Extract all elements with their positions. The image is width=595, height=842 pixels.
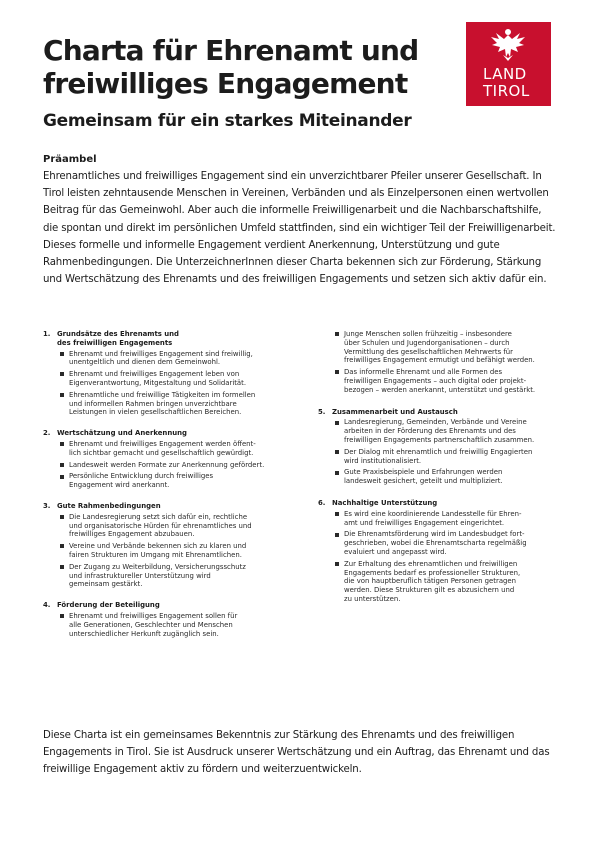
list-item: Der Dialog mit ehrenamtlich und freiwillig Engagierten wird institutionalisiert. — [335, 448, 550, 466]
page-subtitle: Gemeinsam für ein starkes Miteinander — [43, 111, 412, 131]
section-number: 3. — [43, 501, 51, 510]
list-item: Die Ehrenamtsförderung wird im Landesbudget fort- geschrieben, wobei die Ehrenamtscharta regelmäßig evaluiert und angepasst wird. — [335, 530, 550, 556]
preamble-text: Ehrenamtliches und freiwilliges Engagement sind ein unverzichtbarer Pfeiler unserer Gesellschaft. In Tirol leisten zehntausende Menschen in Vereinen, Verbänden und als Einzelpersonen einen wertvollen Beitrag für das Gemeinwohl. Aber auch die informelle Freiwilligenarbeit und die Nachbarschaftshilfe, die spontan und direkt im persönlichen Umfeld stattfinden, sind ein wichtiger Teil der Freiwilligenarbeit. Dieses formelle und informelle Engagement verdient Anerkennung, Unterstützung und gute Rahmenbedingungen. Die UnterzeichnerInnen dieser Charta bekennen sich zur Förderung, Stärkung und Wertschätzung des Ehrenamts und des freiwilligen Engagements und setzen sich aktiv dafür ein. — [43, 171, 556, 286]
section-4-continued — [318, 330, 550, 395]
list-item: Landesregierung, Gemeinden, Verbände und Vereine arbeiten in der Förderung des Ehrenamts und des freiwilligen Engagements partnerschaftlich zusammen. — [335, 418, 550, 444]
left-column — [43, 330, 275, 650]
square-bullet-icon — [60, 463, 64, 467]
right-column — [318, 330, 550, 617]
logo-text — [483, 66, 530, 100]
list-item: Ehrenamtliche und freiwillige Tätigkeiten im formellen und informellen Rahmen bringen unverzichtbare Leistungen in vielen gesellschaftlichen Bereichen. — [60, 391, 275, 417]
list-item: Das informelle Ehrenamt und alle Formen des freiwilligen Engagements – auch digital oder projekt- bezogen – werden anerkannt, unterstützt und gestärkt. — [335, 368, 550, 394]
section-title: Zusammenarbeit und Austausch — [332, 407, 458, 416]
section-5 — [318, 408, 550, 486]
section-number: 5. — [318, 407, 326, 416]
section-2 — [43, 429, 275, 490]
section-1 — [43, 330, 275, 417]
list-item: Zur Erhaltung des ehrenamtlichen und freiwilligen Engagements bedarf es professioneller Strukturen, die von hauptberuflich tätigen Personen getragen werden. Diese Strukturen gilt es abzusichern und zu unterstützen. — [335, 560, 550, 604]
square-bullet-icon — [335, 450, 339, 454]
section-title: Gute Rahmenbedingungen — [57, 501, 161, 510]
square-bullet-icon — [335, 512, 339, 516]
square-bullet-icon — [60, 393, 64, 397]
square-bullet-icon — [60, 565, 64, 569]
square-bullet-icon — [335, 421, 339, 425]
preamble-heading: Präambel — [43, 154, 97, 165]
section-title: Nachhaltige Unterstützung — [332, 498, 438, 507]
square-bullet-icon — [60, 475, 64, 479]
list-item: Der Zugang zu Weiterbildung, Versicherungsschutz und infrastruktureller Unterstützung wird gemeinsam gestärkt. — [60, 563, 275, 589]
list-item: Es wird eine koordinierende Landesstelle für Ehren- amt und freiwilliges Engagement eingerichtet. — [335, 510, 550, 528]
logo-line-tirol: TIROL — [483, 82, 530, 100]
square-bullet-icon — [335, 562, 339, 566]
square-bullet-icon — [60, 515, 64, 519]
list-item: Landesweit werden Formate zur Anerkennung gefördert. — [60, 461, 275, 470]
page-title: Charta für Ehrenamt und freiwilliges Engagement — [43, 34, 419, 100]
square-bullet-icon — [60, 352, 64, 356]
section-6 — [318, 499, 550, 604]
square-bullet-icon — [335, 533, 339, 537]
section-title: Grundsätze des Ehrenamts und des freiwilligen Engagements — [57, 330, 179, 347]
list-item: Die Landesregierung setzt sich dafür ein, rechtliche und organisatorische Hürden für ehrenamtliches und freiwilliges Engagement abzubauen. — [60, 513, 275, 539]
section-number: 2. — [43, 429, 51, 438]
list-item: Ehrenamt und freiwilliges Engagement sollen für alle Generationen, Geschlechter und Menschen unterschiedlicher Herkunft zugänglich sein. — [60, 612, 275, 638]
square-bullet-icon — [335, 471, 339, 475]
square-bullet-icon — [60, 614, 64, 618]
section-title: Wertschätzung und Anerkennung — [57, 429, 187, 438]
square-bullet-icon — [335, 370, 339, 374]
square-bullet-icon — [60, 544, 64, 548]
section-3 — [43, 502, 275, 589]
list-item: Gute Praxisbeispiele und Erfahrungen werden landesweit gesichert, geteilt und multipliziert. — [335, 468, 550, 486]
tirol-eagle-icon — [489, 26, 527, 62]
list-item: Junge Menschen sollen frühzeitig – insbesondere über Schulen und Jugendorganisationen – durch Vermittlung des gesellschaftlichen Mehrwerts für freiwilliges Engagement ermutigt und befähigt werden. — [335, 330, 550, 365]
square-bullet-icon — [60, 442, 64, 446]
square-bullet-icon — [60, 372, 64, 376]
list-item: Vereine und Verbände bekennen sich zu klaren und fairen Strukturen im Umgang mit Ehrenamtlichen. — [60, 542, 275, 560]
section-title: Förderung der Beteiligung — [57, 601, 160, 610]
list-item: Ehrenamt und freiwilliges Engagement leben von Eigenverantwortung, Mitgestaltung und Solidarität. — [60, 370, 275, 388]
square-bullet-icon — [335, 332, 339, 336]
list-item: Ehrenamt und freiwilliges Engagement sind freiwillig, unentgeltlich und dienen dem Gemeinwohl. — [60, 350, 275, 368]
section-4 — [43, 601, 275, 638]
logo-line-land: LAND — [483, 65, 527, 83]
closing-statement: Diese Charta ist ein gemeinsames Bekenntnis zur Stärkung des Ehrenamts und des freiwilligen Engagements in Tirol. Sie ist Ausdruck unserer Wertschätzung und ein Auftrag, das Ehrenamt und das freiwillige Engagement aktiv zu fördern und weiterzuentwickeln. — [43, 730, 550, 776]
section-number: 4. — [43, 601, 51, 610]
section-number: 6. — [318, 498, 326, 507]
list-item: Ehrenamt und freiwilliges Engagement werden öffent- lich sichtbar gemacht und gesellschaftlich gewürdigt. — [60, 440, 275, 458]
land-tirol-logo — [466, 22, 551, 106]
section-number: 1. — [43, 330, 51, 338]
list-item: Persönliche Entwicklung durch freiwilliges Engagement wird anerkannt. — [60, 472, 275, 490]
